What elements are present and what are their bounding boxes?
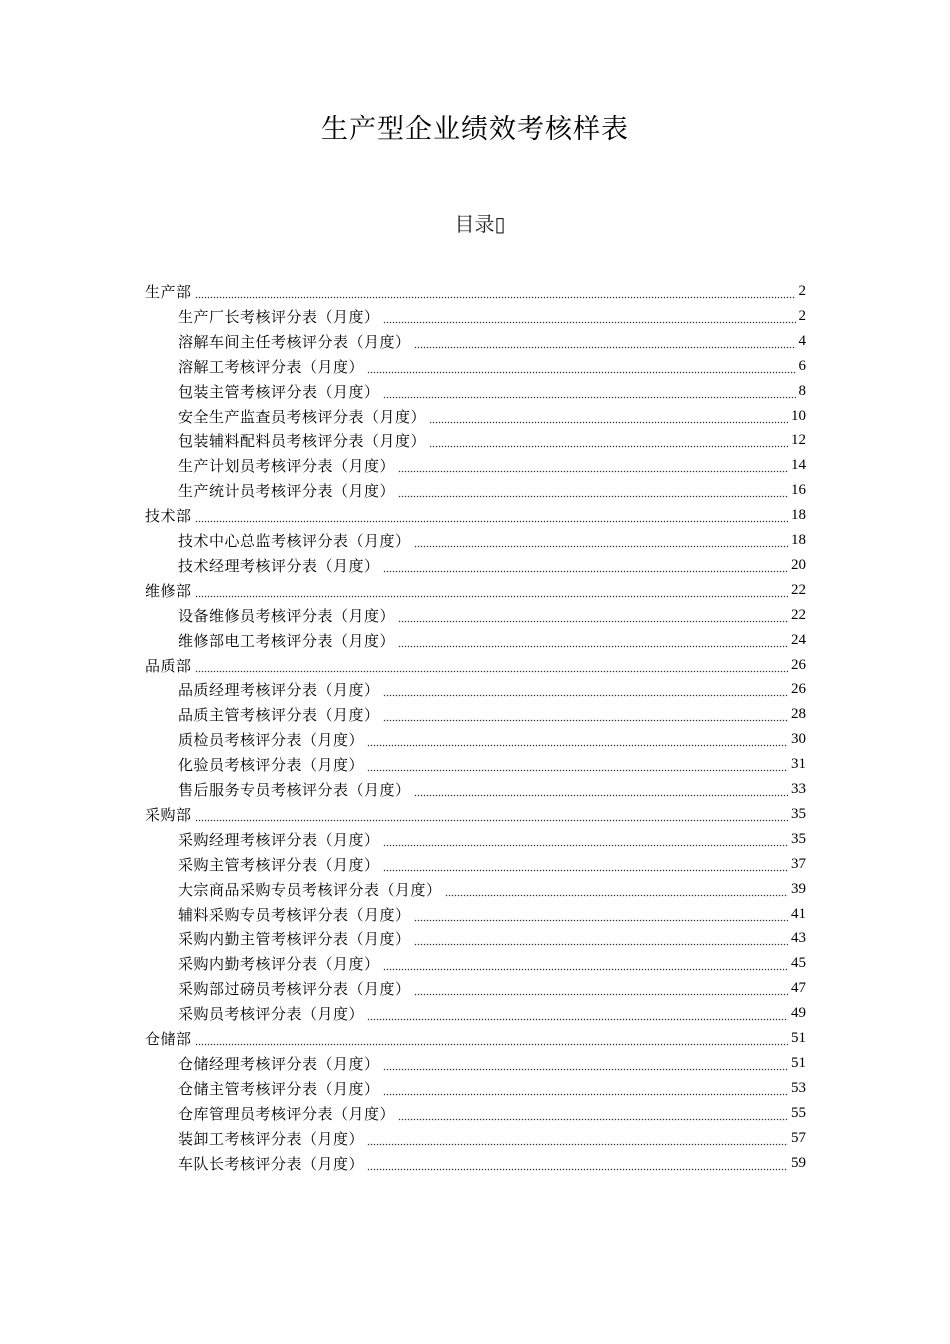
toc-dot-leader bbox=[383, 702, 788, 727]
toc-entry[interactable] bbox=[178, 677, 806, 702]
toc-entry-label: 维修部 bbox=[145, 582, 192, 600]
toc-entry[interactable] bbox=[178, 727, 806, 752]
toc-entry[interactable] bbox=[178, 777, 806, 802]
toc-entry-label: 包装主管考核评分表（月度） bbox=[178, 383, 380, 401]
toc-dot-leader bbox=[414, 926, 788, 951]
toc-dot-leader bbox=[367, 727, 788, 752]
toc-entry-label: 溶解车间主任考核评分表（月度） bbox=[178, 333, 411, 351]
toc-dot-leader bbox=[398, 603, 788, 628]
toc-dot-leader bbox=[195, 1026, 788, 1051]
toc-section-entry[interactable] bbox=[145, 578, 806, 603]
toc-entry-label: 大宗商品采购专员考核评分表（月度） bbox=[178, 881, 442, 899]
toc-page-number: 14 bbox=[791, 457, 806, 473]
toc-page-number: 39 bbox=[791, 881, 806, 897]
toc-entry[interactable] bbox=[178, 404, 806, 429]
toc-page-number: 18 bbox=[791, 532, 806, 548]
toc-dot-leader bbox=[398, 1101, 788, 1126]
toc-entry-label: 仓储经理考核评分表（月度） bbox=[178, 1055, 380, 1073]
toc-dot-leader bbox=[367, 1001, 788, 1026]
toc-dot-leader bbox=[383, 304, 796, 329]
toc-entry-label: 采购内勤主管考核评分表（月度） bbox=[178, 930, 411, 948]
toc-page-number: 45 bbox=[791, 955, 806, 971]
toc-entry-label: 生产统计员考核评分表（月度） bbox=[178, 482, 396, 500]
toc-entry-label: 品质部 bbox=[145, 657, 192, 675]
toc-entry-label: 技术部 bbox=[145, 507, 192, 525]
toc-page-number: 43 bbox=[791, 930, 806, 946]
toc-entry[interactable] bbox=[178, 304, 806, 329]
toc-dot-leader bbox=[414, 329, 796, 354]
toc-dot-leader bbox=[367, 1151, 788, 1176]
toc-page-number: 31 bbox=[791, 756, 806, 772]
toc-entry[interactable] bbox=[178, 553, 806, 578]
toc-page-number: 26 bbox=[791, 657, 806, 673]
toc-entry[interactable] bbox=[178, 852, 806, 877]
toc-entry[interactable] bbox=[178, 528, 806, 553]
toc-entry[interactable] bbox=[178, 877, 806, 902]
toc-entry-label: 包装辅料配料员考核评分表（月度） bbox=[178, 432, 427, 450]
toc-entry[interactable] bbox=[178, 1051, 806, 1076]
toc-entry[interactable] bbox=[178, 453, 806, 478]
toc-page-number: 37 bbox=[791, 856, 806, 872]
toc-page-number: 59 bbox=[791, 1155, 806, 1171]
toc-entry-label: 采购部 bbox=[145, 806, 192, 824]
toc-entry-label: 化验员考核评分表（月度） bbox=[178, 756, 365, 774]
toc-entry[interactable] bbox=[178, 702, 806, 727]
toc-entry-label: 溶解工考核评分表（月度） bbox=[178, 358, 365, 376]
toc-page-number: 33 bbox=[791, 781, 806, 797]
toc-entry[interactable] bbox=[178, 976, 806, 1001]
toc-dot-leader bbox=[414, 777, 788, 802]
toc-page-number: 35 bbox=[791, 831, 806, 847]
toc-page-number: 28 bbox=[791, 706, 806, 722]
toc-entry[interactable] bbox=[178, 1151, 806, 1176]
toc-entry-label: 仓储部 bbox=[145, 1030, 192, 1048]
toc-dot-leader bbox=[195, 279, 796, 304]
toc-section-entry[interactable] bbox=[145, 1026, 806, 1051]
toc-page-number: 6 bbox=[798, 358, 806, 374]
toc-dot-leader bbox=[398, 628, 788, 653]
toc-dot-leader bbox=[195, 578, 788, 603]
toc-entry-label: 仓储主管考核评分表（月度） bbox=[178, 1080, 380, 1098]
toc-entry[interactable] bbox=[178, 902, 806, 927]
toc-page-number: 16 bbox=[791, 482, 806, 498]
toc-dot-leader bbox=[195, 503, 788, 528]
toc-entry[interactable] bbox=[178, 329, 806, 354]
toc-dot-leader bbox=[445, 877, 788, 902]
toc-heading: 目录▯ bbox=[454, 212, 506, 236]
toc-page-number: 30 bbox=[791, 731, 806, 747]
toc-dot-leader bbox=[367, 752, 788, 777]
toc-entry[interactable] bbox=[178, 379, 806, 404]
toc-dot-leader bbox=[398, 478, 788, 503]
toc-entry-label: 设备维修员考核评分表（月度） bbox=[178, 607, 396, 625]
toc-section-entry[interactable] bbox=[145, 279, 806, 304]
toc-entry[interactable] bbox=[178, 603, 806, 628]
toc-section-entry[interactable] bbox=[145, 503, 806, 528]
toc-section-entry[interactable] bbox=[145, 653, 806, 678]
toc-entry-label: 采购经理考核评分表（月度） bbox=[178, 831, 380, 849]
toc-dot-leader bbox=[383, 1051, 788, 1076]
toc-entry[interactable] bbox=[178, 1126, 806, 1151]
toc-entry[interactable] bbox=[178, 628, 806, 653]
toc-entry[interactable] bbox=[178, 926, 806, 951]
toc-page-number: 4 bbox=[798, 333, 806, 349]
toc-entry-label: 采购员考核评分表（月度） bbox=[178, 1005, 365, 1023]
toc-page-number: 24 bbox=[791, 632, 806, 648]
toc-entry-label: 品质主管考核评分表（月度） bbox=[178, 706, 380, 724]
toc-dot-leader bbox=[398, 453, 788, 478]
toc-entry-label: 安全生产监查员考核评分表（月度） bbox=[178, 408, 427, 426]
toc-page-number: 18 bbox=[791, 507, 806, 523]
toc-dot-leader bbox=[383, 827, 788, 852]
toc-entry[interactable] bbox=[178, 827, 806, 852]
toc-entry[interactable] bbox=[178, 1001, 806, 1026]
toc-entry-label: 品质经理考核评分表（月度） bbox=[178, 681, 380, 699]
toc-entry[interactable] bbox=[178, 354, 806, 379]
toc-entry-label: 技术中心总监考核评分表（月度） bbox=[178, 532, 411, 550]
toc-entry[interactable] bbox=[178, 428, 806, 453]
toc-page-number: 51 bbox=[791, 1055, 806, 1071]
toc-entry-label: 技术经理考核评分表（月度） bbox=[178, 557, 380, 575]
toc-page-number: 2 bbox=[798, 308, 806, 324]
toc-entry[interactable] bbox=[178, 1076, 806, 1101]
toc-entry-label: 采购内勤考核评分表（月度） bbox=[178, 955, 380, 973]
toc-entry[interactable] bbox=[178, 752, 806, 777]
toc-entry[interactable] bbox=[178, 951, 806, 976]
toc-page-number: 49 bbox=[791, 1005, 806, 1021]
toc-entry-label: 质检员考核评分表（月度） bbox=[178, 731, 365, 749]
toc-page-number: 26 bbox=[791, 681, 806, 697]
toc-entry-label: 采购主管考核评分表（月度） bbox=[178, 856, 380, 874]
toc-page-number: 41 bbox=[791, 906, 806, 922]
toc-page-number: 47 bbox=[791, 980, 806, 996]
toc-dot-leader bbox=[414, 976, 788, 1001]
toc-dot-leader bbox=[429, 428, 788, 453]
toc-page-number: 20 bbox=[791, 557, 806, 573]
toc-dot-leader bbox=[414, 902, 788, 927]
toc-section-entry[interactable] bbox=[145, 802, 806, 827]
toc-dot-leader bbox=[195, 653, 788, 678]
toc-entry[interactable] bbox=[178, 1101, 806, 1126]
toc-dot-leader bbox=[383, 852, 788, 877]
toc-entry[interactable] bbox=[178, 478, 806, 503]
toc-entry-label: 装卸工考核评分表（月度） bbox=[178, 1130, 365, 1148]
document-title: 生产型企业绩效考核样表 bbox=[321, 114, 629, 145]
toc-dot-leader bbox=[383, 1076, 788, 1101]
toc-entry-label: 车队长考核评分表（月度） bbox=[178, 1155, 365, 1173]
toc-page-number: 51 bbox=[791, 1030, 806, 1046]
toc-dot-leader bbox=[383, 951, 788, 976]
toc-dot-leader bbox=[383, 677, 788, 702]
toc-entry-label: 维修部电工考核评分表（月度） bbox=[178, 632, 396, 650]
toc-dot-leader bbox=[383, 553, 788, 578]
toc-entry-label: 生产厂长考核评分表（月度） bbox=[178, 308, 380, 326]
toc-dot-leader bbox=[195, 802, 788, 827]
toc-dot-leader bbox=[383, 379, 796, 404]
toc-entry-label: 采购部过磅员考核评分表（月度） bbox=[178, 980, 411, 998]
toc-entry-label: 售后服务专员考核评分表（月度） bbox=[178, 781, 411, 799]
toc-dot-leader bbox=[429, 404, 788, 429]
toc-page-number: 2 bbox=[798, 283, 806, 299]
toc-dot-leader bbox=[367, 1126, 788, 1151]
toc-page-number: 22 bbox=[791, 582, 806, 598]
toc-page-number: 53 bbox=[791, 1080, 806, 1096]
toc-entry-label: 生产部 bbox=[145, 283, 192, 301]
toc-page-number: 57 bbox=[791, 1130, 806, 1146]
toc-page-number: 35 bbox=[791, 806, 806, 822]
toc-page-number: 10 bbox=[791, 408, 806, 424]
toc-entry-label: 辅料采购专员考核评分表（月度） bbox=[178, 906, 411, 924]
toc-page-number: 12 bbox=[791, 432, 806, 448]
toc-page-number: 22 bbox=[791, 607, 806, 623]
toc-entry-label: 生产计划员考核评分表（月度） bbox=[178, 457, 396, 475]
toc-entry-label: 仓库管理员考核评分表（月度） bbox=[178, 1105, 396, 1123]
toc-dot-leader bbox=[414, 528, 788, 553]
toc-page-number: 8 bbox=[798, 383, 806, 399]
toc-page-number: 55 bbox=[791, 1105, 806, 1121]
toc-dot-leader bbox=[367, 354, 795, 379]
